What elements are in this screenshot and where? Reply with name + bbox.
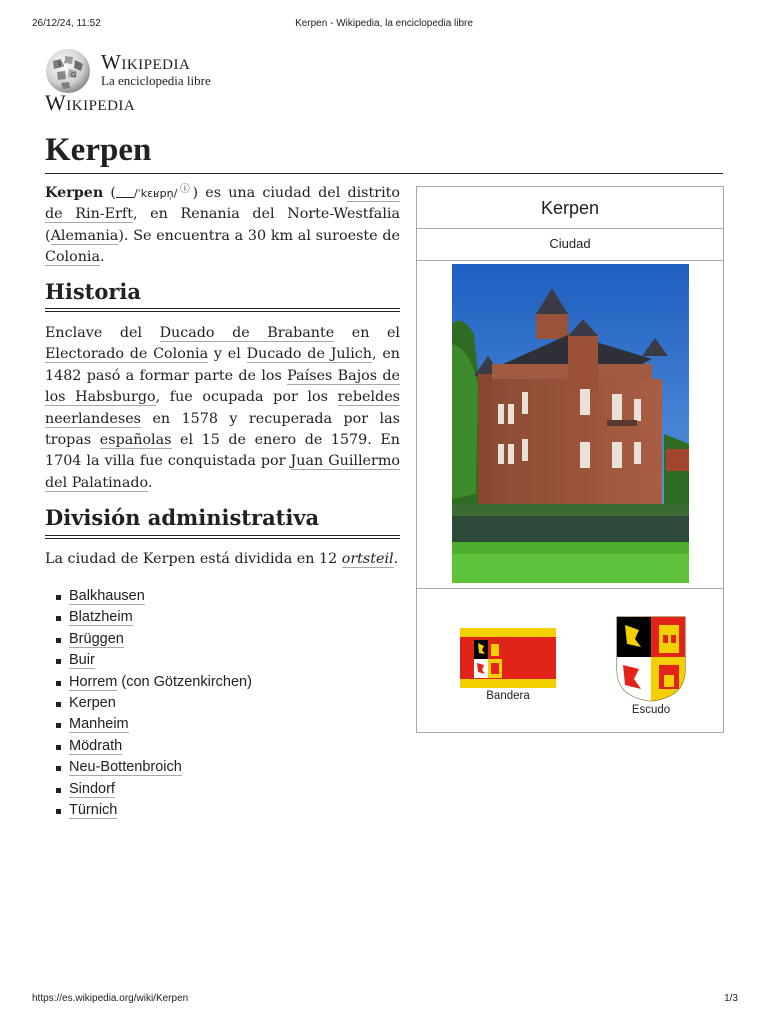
svg-text:W: W <box>58 61 66 69</box>
page-title: Kerpen <box>45 132 152 168</box>
historia-text: . <box>147 474 153 491</box>
print-url: https://es.wikipedia.org/wiki/Kerpen <box>32 993 189 1004</box>
section-heading-historia: Historia <box>45 279 141 304</box>
intro-paragraph: Kerpen ( /ˈkɛʁpn̩/ⓘ) es una ciudad del distrito de Rin-Erft, en Renania del Norte-Westfalia (Alemania). Se encuentra a 30 km al suroeste de Colonia. <box>45 184 401 266</box>
info-icon[interactable]: ⓘ <box>177 184 193 195</box>
coat-caption: Escudo <box>631 704 671 716</box>
wikipedia-wordmark-secondary: Wikipedia <box>45 90 136 115</box>
infobox <box>416 186 724 733</box>
intro-text: , en Renania del Norte-Westfalia ( <box>45 206 400 244</box>
link-ortsteil-item[interactable]: Balkhausen <box>69 588 145 604</box>
link-ducado-de-brabante[interactable]: Ducado de Brabante <box>159 325 335 341</box>
title-divider <box>45 173 723 174</box>
list-item-label: Kerpen <box>69 694 116 711</box>
list-item <box>45 779 252 800</box>
flag-caption: Bandera <box>486 690 530 702</box>
division-divider <box>45 535 400 536</box>
kerpen-flag[interactable] <box>460 628 556 688</box>
historia-text: , fue ocupada por los <box>155 389 338 406</box>
historia-text: y el <box>208 346 247 363</box>
list-item <box>45 672 252 693</box>
section-heading-division: División administrativa <box>45 505 320 530</box>
link-distrito-rin-erft[interactable]: distrito de Rin-Erft <box>45 185 401 223</box>
link-ortsteil-item[interactable]: Sindorf <box>69 780 115 797</box>
link-rebeldes-neerlandeses[interactable]: rebeldes neerlandeses <box>45 389 400 427</box>
link-ortsteil-item[interactable]: Brüggen <box>69 630 124 647</box>
link-ortsteil-item[interactable]: Manheim <box>69 716 129 733</box>
link-colonia[interactable]: Colonia <box>45 249 101 266</box>
link-alemania[interactable]: Alemania <box>50 227 119 244</box>
infobox-divider <box>417 588 723 589</box>
link-ortsteil-item[interactable]: Neu-Bottenbroich <box>69 759 182 776</box>
list-item <box>45 714 252 735</box>
historia-text: el 15 de enero de 1579. En 1704 la villa fue conquistada por <box>45 432 400 470</box>
print-datetime: 26/12/24, 11:52 <box>32 18 101 29</box>
list-item <box>45 629 252 650</box>
link-ortsteil-item[interactable]: Buir <box>69 652 95 669</box>
link-ortsteil-item[interactable]: Mödrath <box>69 737 123 754</box>
division-text: . <box>393 551 399 567</box>
list-item <box>45 736 252 757</box>
audio-play-icon[interactable] <box>116 185 134 198</box>
list-item-note: (con Götzenkirchen) <box>117 673 252 690</box>
wikipedia-wordmark[interactable]: Wikipedia <box>101 50 191 74</box>
historia-text: , en 1482 pasó a formar parte de los <box>45 346 400 384</box>
historia-text: en 1578 y recuperada por las tropas <box>45 410 400 449</box>
list-item <box>45 693 252 714</box>
intro-text: es una ciudad del <box>198 185 348 201</box>
ipa-pronunciation[interactable]: /ˈkɛʁpn̩/ <box>133 187 178 200</box>
infobox-title: Kerpen <box>540 198 600 218</box>
intro-text: . <box>100 249 105 266</box>
link-electorado-de-colonia[interactable]: Electorado de Colonia <box>45 346 209 363</box>
list-item <box>45 650 252 671</box>
historia-paragraph <box>45 323 400 494</box>
historia-text: Enclave del <box>45 325 160 341</box>
castle-photo[interactable] <box>452 264 689 583</box>
list-item <box>45 757 252 778</box>
intro-subject: Kerpen <box>45 185 104 201</box>
link-ducado-de-julich[interactable]: Ducado de Julich <box>246 346 372 363</box>
kerpen-coat-of-arms[interactable] <box>615 615 687 703</box>
historia-divider-2 <box>45 311 400 312</box>
division-text: La ciudad de Kerpen está dividida en 12 <box>45 551 342 567</box>
list-item <box>45 800 252 821</box>
link-ortsteil-item[interactable]: Blatzheim <box>69 609 133 626</box>
print-page-number: 1/3 <box>724 993 738 1004</box>
historia-divider <box>45 308 400 309</box>
link-ortsteil-item[interactable]: Türnich <box>69 801 118 818</box>
division-paragraph <box>45 549 400 570</box>
link-ortsteil[interactable]: ortsteil <box>341 551 394 567</box>
historia-text: en el <box>334 325 400 341</box>
svg-text:Ω: Ω <box>71 72 76 79</box>
link-paises-bajos-habsburgo[interactable]: Países Bajos de los Habsburgo <box>45 367 400 406</box>
infobox-subtitle: Ciudad <box>417 228 723 261</box>
print-page-title: Kerpen - Wikipedia, la enciclopedia libre <box>295 18 473 29</box>
ortsteil-list <box>45 586 252 821</box>
intro-text: ). Se encuentra a 30 km al suroeste de <box>118 227 400 244</box>
link-espanolas[interactable]: españolas <box>99 432 172 449</box>
list-item <box>45 586 252 607</box>
division-divider-2 <box>45 538 400 539</box>
link-ortsteil-item[interactable]: Horrem <box>69 673 118 690</box>
link-juan-guillermo[interactable]: Juan Guillermo del Palatinado <box>45 453 400 491</box>
wikipedia-tagline: La enciclopedia libre <box>101 73 211 88</box>
wikipedia-globe-logo[interactable] <box>44 47 92 95</box>
list-item <box>45 607 252 628</box>
